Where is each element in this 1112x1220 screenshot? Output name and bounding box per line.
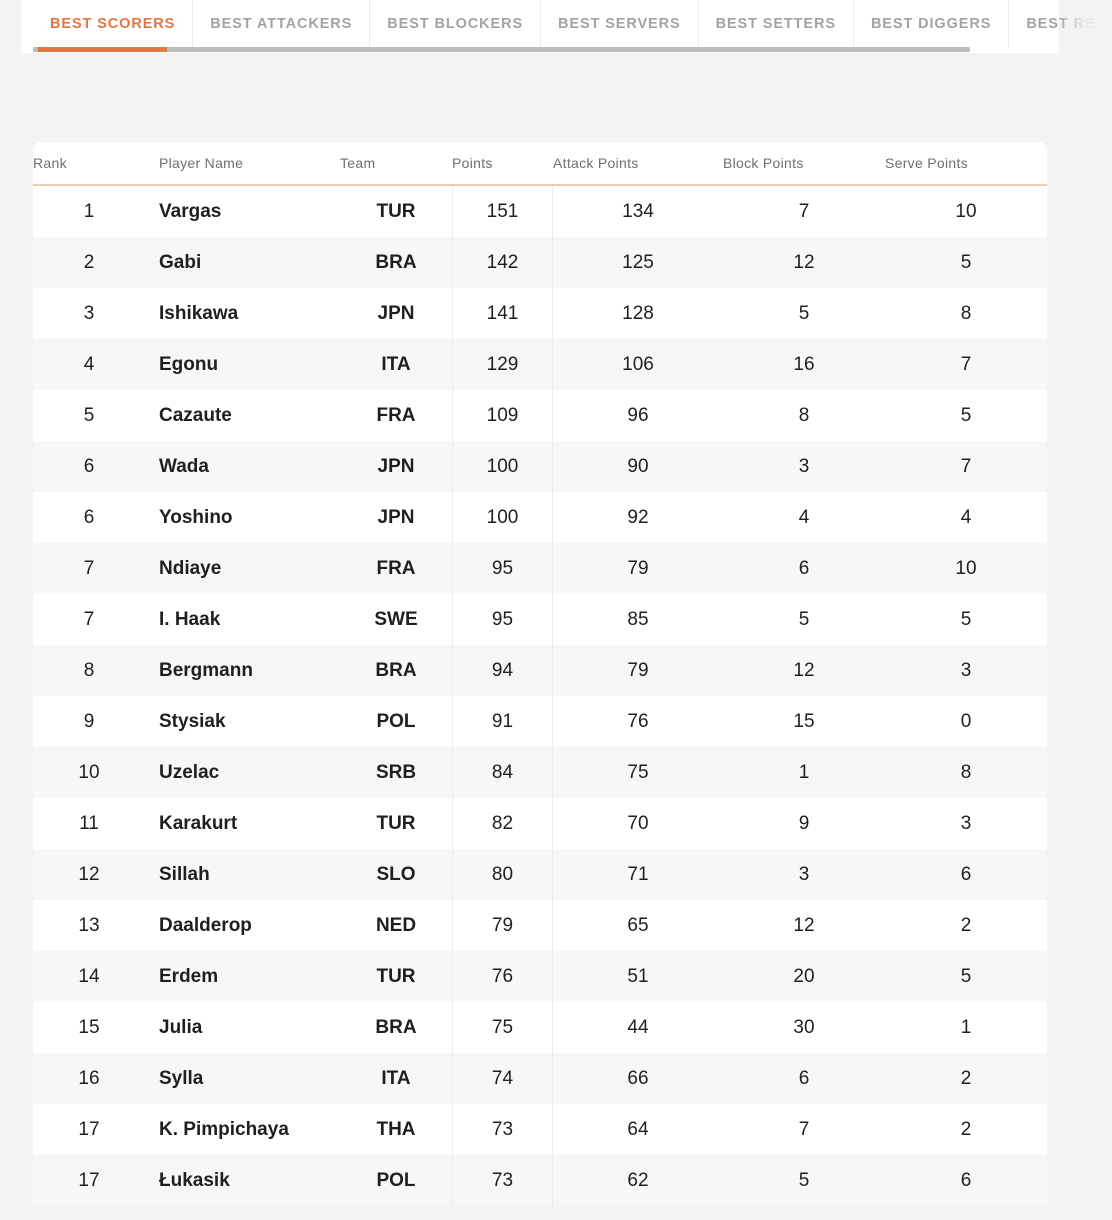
serve-points-cell: 6 [960,1169,972,1191]
team-cell: THA [376,1118,416,1140]
team-cell: ITA [381,1067,411,1089]
team-cell: JPN [377,455,415,477]
table-row[interactable] [33,645,1047,696]
attack-points-cell: 62 [627,1169,649,1191]
player-name-cell[interactable]: Daalderop [159,914,252,936]
team-cell: FRA [376,404,416,426]
points-cell: 141 [452,288,553,339]
points-cell: 95 [452,594,553,645]
rank-cell: 4 [83,353,95,375]
points-cell: 142 [452,237,553,288]
attack-points-cell: 51 [627,965,649,987]
table-row[interactable] [33,390,1047,441]
attack-points-cell: 71 [627,863,649,885]
player-name-cell[interactable]: Julia [159,1016,203,1038]
serve-points-cell: 0 [960,710,972,732]
table-row[interactable] [33,696,1047,747]
table-row[interactable] [33,492,1047,543]
rank-cell: 6 [83,455,95,477]
serve-points-cell: 10 [955,557,977,579]
player-name-cell[interactable]: Yoshino [159,506,233,528]
team-cell: NED [375,914,417,936]
serve-points-cell: 10 [955,200,977,222]
attack-points-cell: 90 [627,455,649,477]
tab-best-blockers[interactable]: BEST BLOCKERS [370,0,541,48]
tab-list [33,0,1112,48]
rank-cell: 2 [83,251,95,273]
player-name-cell[interactable]: Erdem [159,965,219,987]
block-points-cell: 6 [798,557,810,579]
points-cell: 74 [452,1053,553,1104]
block-points-cell: 30 [793,1016,815,1038]
points-cell: 109 [452,390,553,441]
player-name-cell[interactable]: Ishikawa [159,302,239,324]
header-points[interactable]: Points [452,155,493,171]
table-row[interactable] [33,441,1047,492]
attack-points-cell: 66 [627,1067,649,1089]
team-cell: BRA [375,251,417,273]
block-points-cell: 1 [798,761,810,783]
player-name-cell[interactable]: Uzelac [159,761,220,783]
stats-tab-bar [21,0,1096,53]
attack-points-cell: 44 [627,1016,649,1038]
points-cell: 95 [452,543,553,594]
block-points-cell: 20 [793,965,815,987]
team-cell: FRA [376,557,416,579]
rank-cell: 3 [83,302,95,324]
table-row[interactable] [33,186,1047,237]
player-name-cell[interactable]: Stysiak [159,710,226,732]
attack-points-cell: 125 [622,251,654,273]
block-points-cell: 12 [793,914,815,936]
points-cell: 100 [452,441,553,492]
rank-cell: 17 [78,1118,100,1140]
team-cell: JPN [377,302,415,324]
tab-best-diggers[interactable]: BEST DIGGERS [854,0,1009,48]
serve-points-cell: 8 [960,761,972,783]
block-points-cell: 6 [798,1067,810,1089]
serve-points-cell: 5 [960,404,972,426]
rank-cell: 9 [83,710,95,732]
attack-points-cell: 65 [627,914,649,936]
table-row[interactable] [33,1155,1047,1206]
block-points-cell: 9 [798,812,810,834]
player-name-cell[interactable]: I. Haak [159,608,221,630]
rank-cell: 7 [83,557,95,579]
table-row[interactable] [33,798,1047,849]
block-points-cell: 3 [798,863,810,885]
serve-points-cell: 3 [960,812,972,834]
attack-points-cell: 134 [622,200,654,222]
team-cell: TUR [376,965,416,987]
tab-scrollbar[interactable] [33,47,970,52]
player-name-cell[interactable]: Gabi [159,251,202,273]
table-row[interactable] [33,237,1047,288]
player-name-cell[interactable]: Karakurt [159,812,238,834]
serve-points-cell: 3 [960,659,972,681]
header-player-name[interactable]: Player Name [159,155,244,171]
player-name-cell[interactable]: Wada [159,455,209,477]
player-name-cell[interactable]: K. Pimpichaya [159,1118,289,1140]
table-row[interactable] [33,747,1047,798]
attack-points-cell: 75 [627,761,649,783]
player-name-cell[interactable]: Vargas [159,200,222,222]
team-cell: SWE [374,608,418,630]
team-cell: SRB [375,761,417,783]
attack-points-cell: 85 [627,608,649,630]
rank-cell: 6 [83,506,95,528]
rank-cell: 5 [83,404,95,426]
table-row[interactable] [33,1002,1047,1053]
rank-cell: 15 [78,1016,100,1038]
attack-points-cell: 106 [622,353,654,375]
table-row[interactable] [33,339,1047,390]
player-name-cell[interactable]: Sillah [159,863,210,885]
rank-cell: 14 [78,965,100,987]
block-points-cell: 7 [798,200,810,222]
player-name-cell[interactable]: Ndiaye [159,557,222,579]
rank-cell: 11 [79,812,99,834]
rank-cell: 1 [83,200,95,222]
rank-cell: 8 [83,659,95,681]
block-points-cell: 15 [793,710,815,732]
serve-points-cell: 1 [960,1016,972,1038]
serve-points-cell: 2 [960,1118,972,1140]
block-points-cell: 5 [798,302,810,324]
block-points-cell: 12 [793,251,815,273]
attack-points-cell: 70 [627,812,649,834]
points-cell: 94 [452,645,553,696]
rank-cell: 7 [83,608,95,630]
header-team[interactable]: Team [340,155,376,171]
header-attack-points[interactable]: Attack Points [553,155,639,171]
best-scorers-table [33,142,1047,1206]
block-points-cell: 4 [798,506,810,528]
team-cell: POL [376,1169,416,1191]
serve-points-cell: 8 [960,302,972,324]
serve-points-cell: 7 [960,455,972,477]
table-row[interactable] [33,543,1047,594]
serve-points-cell: 5 [960,251,972,273]
active-tab-indicator [38,47,167,52]
serve-points-cell: 2 [960,1067,972,1089]
tab-best-setters[interactable]: BEST SETTERS [699,0,854,48]
team-cell: SLO [376,863,416,885]
points-cell: 82 [452,798,553,849]
table-row[interactable] [33,594,1047,645]
attack-points-cell: 92 [627,506,649,528]
rank-cell: 17 [78,1169,100,1191]
block-points-cell: 3 [798,455,810,477]
table-row[interactable] [33,951,1047,1002]
points-cell: 151 [452,186,553,237]
serve-points-cell: 4 [960,506,972,528]
block-points-cell: 5 [798,1169,810,1191]
block-points-cell: 5 [798,608,810,630]
rank-cell: 16 [78,1067,100,1089]
player-name-cell[interactable]: Sylla [159,1067,204,1089]
points-cell: 75 [452,1002,553,1053]
serve-points-cell: 5 [960,965,972,987]
points-cell: 79 [452,900,553,951]
attack-points-cell: 96 [627,404,649,426]
rank-cell: 10 [78,761,100,783]
header-rank[interactable]: Rank [33,155,67,171]
team-cell: TUR [376,200,416,222]
attack-points-cell: 79 [627,557,649,579]
points-cell: 84 [452,747,553,798]
tab-best-scorers[interactable]: BEST SCORERS [33,0,193,48]
team-cell: ITA [381,353,411,375]
points-cell: 80 [452,849,553,900]
serve-points-cell: 6 [960,863,972,885]
rank-cell: 13 [78,914,100,936]
points-cell: 76 [452,951,553,1002]
block-points-cell: 16 [793,353,815,375]
attack-points-cell: 79 [627,659,649,681]
serve-points-cell: 7 [960,353,972,375]
team-cell: TUR [376,812,416,834]
tab-best-servers[interactable]: BEST SERVERS [541,0,699,48]
points-cell: 129 [452,339,553,390]
header-serve-points[interactable]: Serve Points [885,155,968,171]
player-name-cell[interactable]: Bergmann [159,659,253,681]
block-points-cell: 8 [798,404,810,426]
team-cell: BRA [375,659,417,681]
rank-cell: 12 [78,863,100,885]
table-row[interactable] [33,849,1047,900]
points-cell: 100 [452,492,553,543]
block-points-cell: 12 [793,659,815,681]
team-cell: POL [376,710,416,732]
tab-best-attackers[interactable]: BEST ATTACKERS [193,0,370,48]
attack-points-cell: 128 [622,302,654,324]
table-row[interactable] [33,900,1047,951]
table-header [33,142,1047,186]
points-cell: 91 [452,696,553,747]
player-name-cell[interactable]: Cazaute [159,404,232,426]
table-row[interactable] [33,1104,1047,1155]
table-row[interactable] [33,1053,1047,1104]
points-cell: 73 [452,1104,553,1155]
serve-points-cell: 5 [960,608,972,630]
points-cell: 73 [452,1155,553,1206]
attack-points-cell: 76 [627,710,649,732]
team-cell: BRA [375,1016,417,1038]
serve-points-cell: 2 [960,914,972,936]
block-points-cell: 7 [798,1118,810,1140]
team-cell: JPN [377,506,415,528]
attack-points-cell: 64 [627,1118,649,1140]
header-block-points[interactable]: Block Points [723,155,804,171]
player-name-cell[interactable]: Egonu [159,353,219,375]
player-name-cell[interactable]: Łukasik [159,1169,230,1191]
table-body [33,186,1047,1206]
table-row[interactable] [33,288,1047,339]
tab-best-receivers[interactable]: BEST RE [1026,16,1096,32]
